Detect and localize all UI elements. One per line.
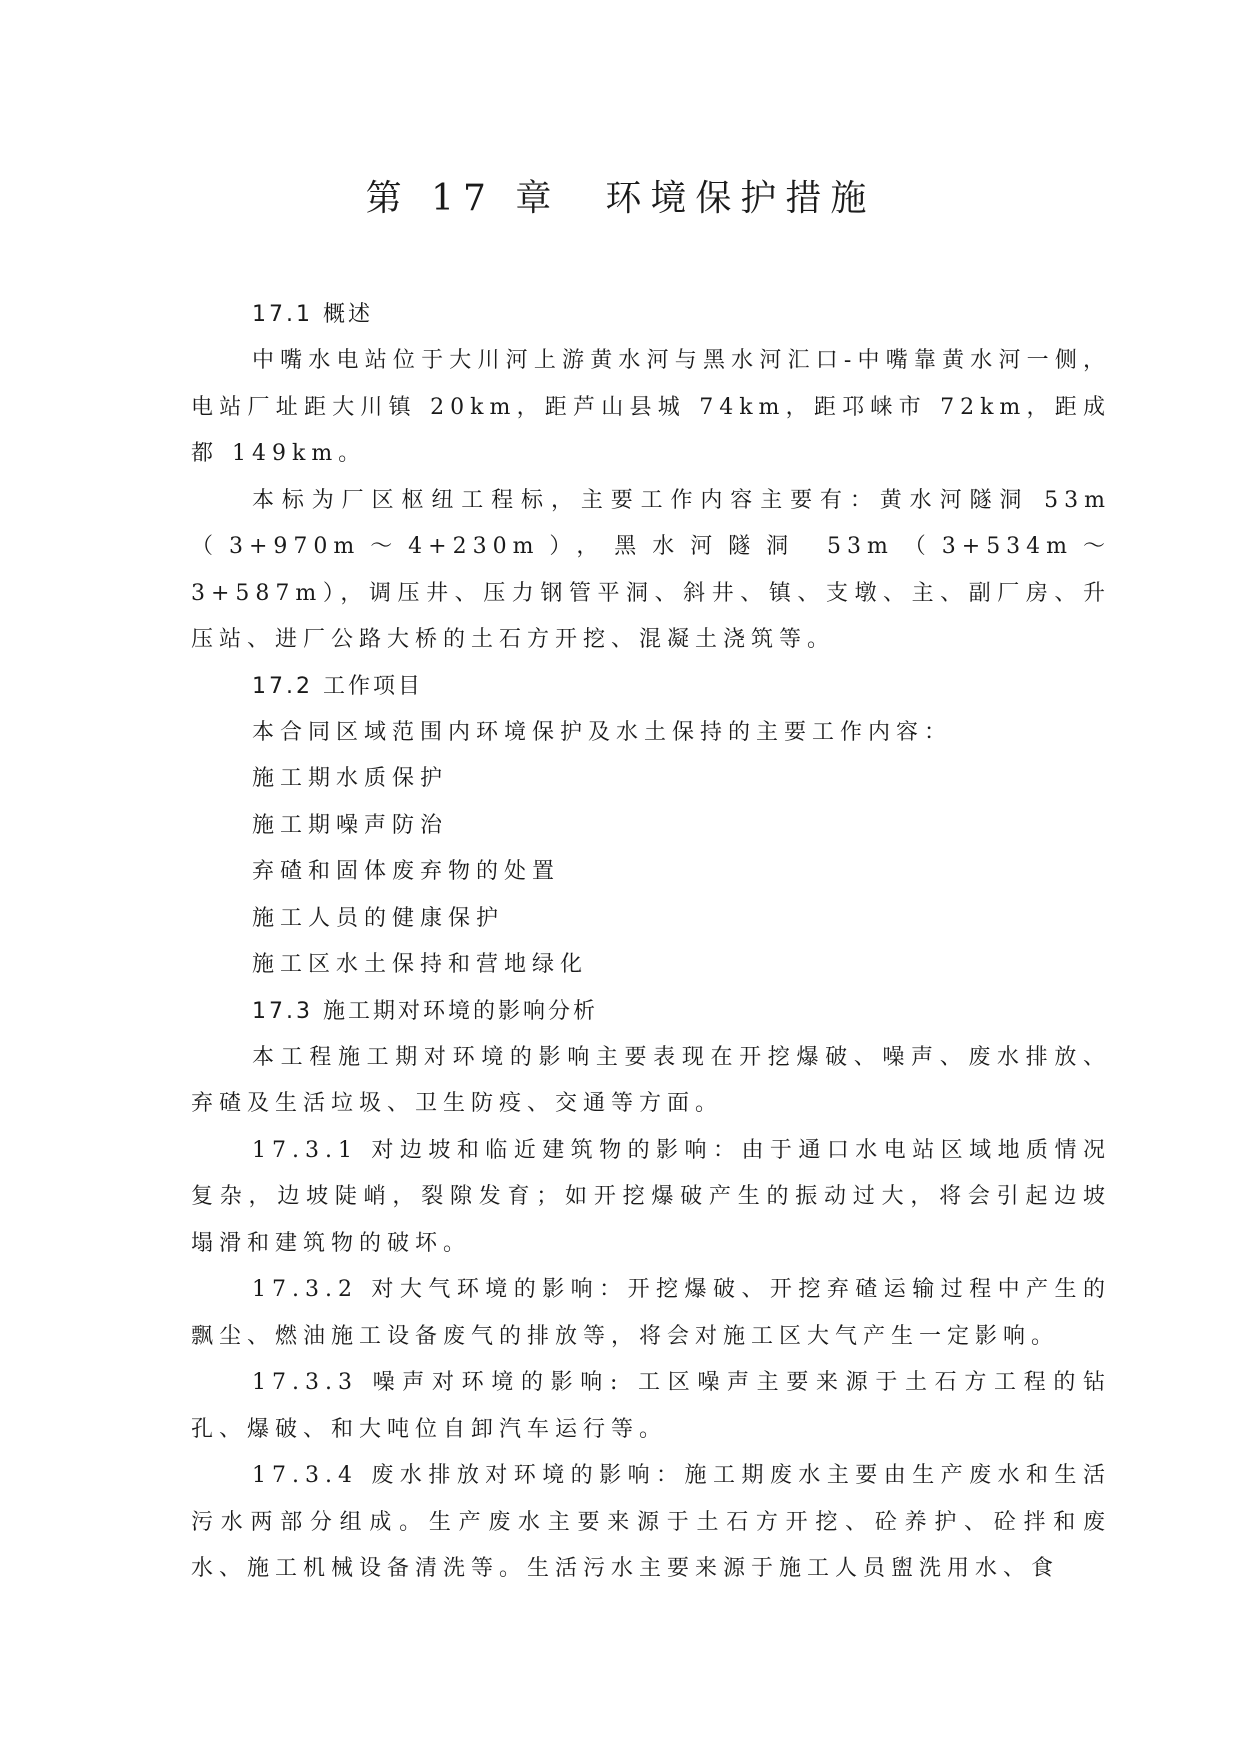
- paragraph-impact-overview: 本工程施工期对环境的影响主要表现在开挖爆破、噪声、废水排放、弃碴及生活垃圾、卫生防疫、交通等方面。: [191, 1044, 1111, 1116]
- paragraph-noise-impact: 17.3.3 噪声对环境的影响: 工区噪声主要来源于土石方工程的钻孔、爆破、和大吨位自卸汽车运行等。: [191, 1370, 1111, 1442]
- list-item: 施工人员的健康保护: [252, 905, 505, 931]
- list-item: 施工期噪声防治: [252, 812, 449, 838]
- chapter-title: 第 17 章 环境保护措施: [365, 178, 876, 219]
- paragraph-wastewater-impact: 17.3.4 废水排放对环境的影响：施工期废水主要由生产废水和生活污水两部分组成。生产废水主要来源于土石方开挖、砼养护、砼拌和废水、施工机械设备清洗等。生活污水主要来源于施工人员盥洗用水、食: [191, 1463, 1111, 1581]
- section-heading-17-1: 17.1 概述: [252, 302, 373, 327]
- list-item: 施工区水土保持和营地绿化: [252, 952, 589, 977]
- paragraph-location: 中嘴水电站位于大川河上游黄水河与黑水河汇口-中嘴靠黄水河一侧，电站厂址距大川镇 20km，距芦山县城 74km，距邛崃市 72km，距成都 149km。: [191, 348, 1111, 466]
- document-body: [191, 292, 1111, 1593]
- paragraph-slope-impact: 17.3.1 对边坡和临近建筑物的影响：由于通口水电站区域地质情况复杂，边坡陡峭，裂隙发育；如开挖爆破产生的振动过大，将会引起边坡塌滑和建筑物的破坏。: [191, 1137, 1111, 1256]
- section-heading-17-2: 17.2 工作项目: [252, 673, 423, 699]
- paragraph-air-impact: 17.3.2 对大气环境的影响：开挖爆破、开挖弃碴运输过程中产生的飘尘、燃油施工设备废气的排放等，将会对施工区大气产生一定影响。: [191, 1277, 1111, 1349]
- list-item: 施工期水质保护: [252, 766, 449, 791]
- work-item-list: [191, 756, 1111, 989]
- list-item: 弃碴和固体废弃物的处置: [252, 859, 561, 884]
- paragraph-work-intro: 本合同区域范围内环境保护及水土保持的主要工作内容：: [252, 719, 953, 745]
- section-heading-17-3: 17.3 施工期对环境的影响分析: [252, 998, 598, 1024]
- paragraph-scope: 本标为厂区枢纽工程标，主要工作内容主要有：黄水河隧洞 53m（3+970m～4+230m），黑水河隧洞 53m（3+534m～3+587m），调压井、压力钢管平洞、斜井、镇、支墩、主、副厂房、升压站、进厂公路大桥的土石方开挖、混凝土浇筑等。: [191, 487, 1111, 652]
